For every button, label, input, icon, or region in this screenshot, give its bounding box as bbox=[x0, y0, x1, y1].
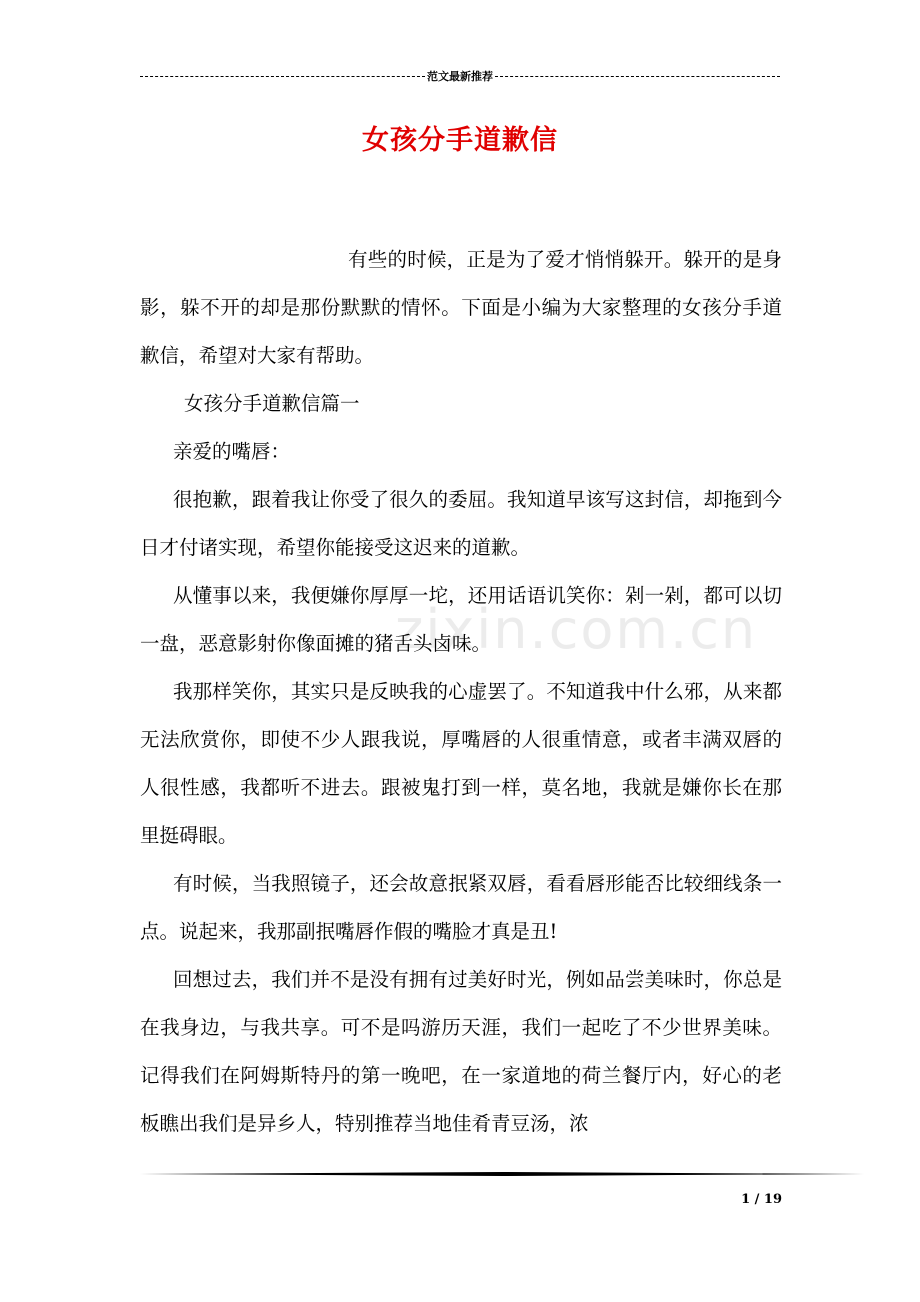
body-paragraph: 很抱歉，跟着我让你受了很久的委屈。我知道早该写这封信，却拖到今日才付诸实现，希望你能接受这迟来的道歉。 bbox=[140, 488, 782, 559]
header-dash-left bbox=[140, 76, 425, 77]
header-dash-right bbox=[495, 76, 780, 77]
document-body bbox=[140, 236, 782, 1148]
document-title: 女孩分手道歉信 bbox=[362, 125, 558, 156]
body-paragraph: 从懂事以来，我便嫌你厚厚一坨，还用话语讥笑你：剁一剁，都可以切一盘，恶意影射你像面摊的猪舌头卤味。 bbox=[140, 584, 782, 655]
section-heading: 女孩分手道歉信篇一 bbox=[184, 392, 360, 415]
header-label: 范文最新推荐 bbox=[427, 70, 493, 83]
footer-rule bbox=[140, 1172, 864, 1176]
intro-paragraph: 有些的时候，正是为了爱才悄悄躲开。躲开的是身影，躲不开的却是那份默默的情怀。下面是小编为大家整理的女孩分手道歉信，希望对大家有帮助。 bbox=[140, 248, 782, 367]
page-number: 1 / 19 bbox=[741, 1192, 782, 1207]
body-paragraph: 我那样笑你，其实只是反映我的心虚罢了。不知道我中什么邪，从来都无法欣赏你，即使不少人跟我说，厚嘴唇的人很重情意，或者丰满双唇的人很性感，我都听不进去。跟被鬼打到一样，莫名地，我就是嫌你长在那里挺碍眼。 bbox=[140, 680, 782, 847]
watermark: zixin.com.cn bbox=[395, 598, 758, 661]
salutation: 亲爱的嘴唇： bbox=[173, 440, 291, 463]
page-header bbox=[140, 68, 780, 84]
body-paragraph: 有时候，当我照镜子，还会故意抿紧双唇，看看唇形能否比较细线条一点。说起来，我那副抿嘴唇作假的嘴脸才真是丑! bbox=[140, 872, 782, 943]
body-paragraph: 回想过去，我们并不是没有拥有过美好时光，例如品尝美味时，你总是在我身边，与我共享。可不是吗游历天涯，我们一起吃了不少世界美味。记得我们在阿姆斯特丹的第一晚吧，在一家道地的荷兰餐厅内，好心的老板瞧出我们是异乡人，特别推荐当地佳肴青豆汤，浓 bbox=[140, 968, 782, 1135]
